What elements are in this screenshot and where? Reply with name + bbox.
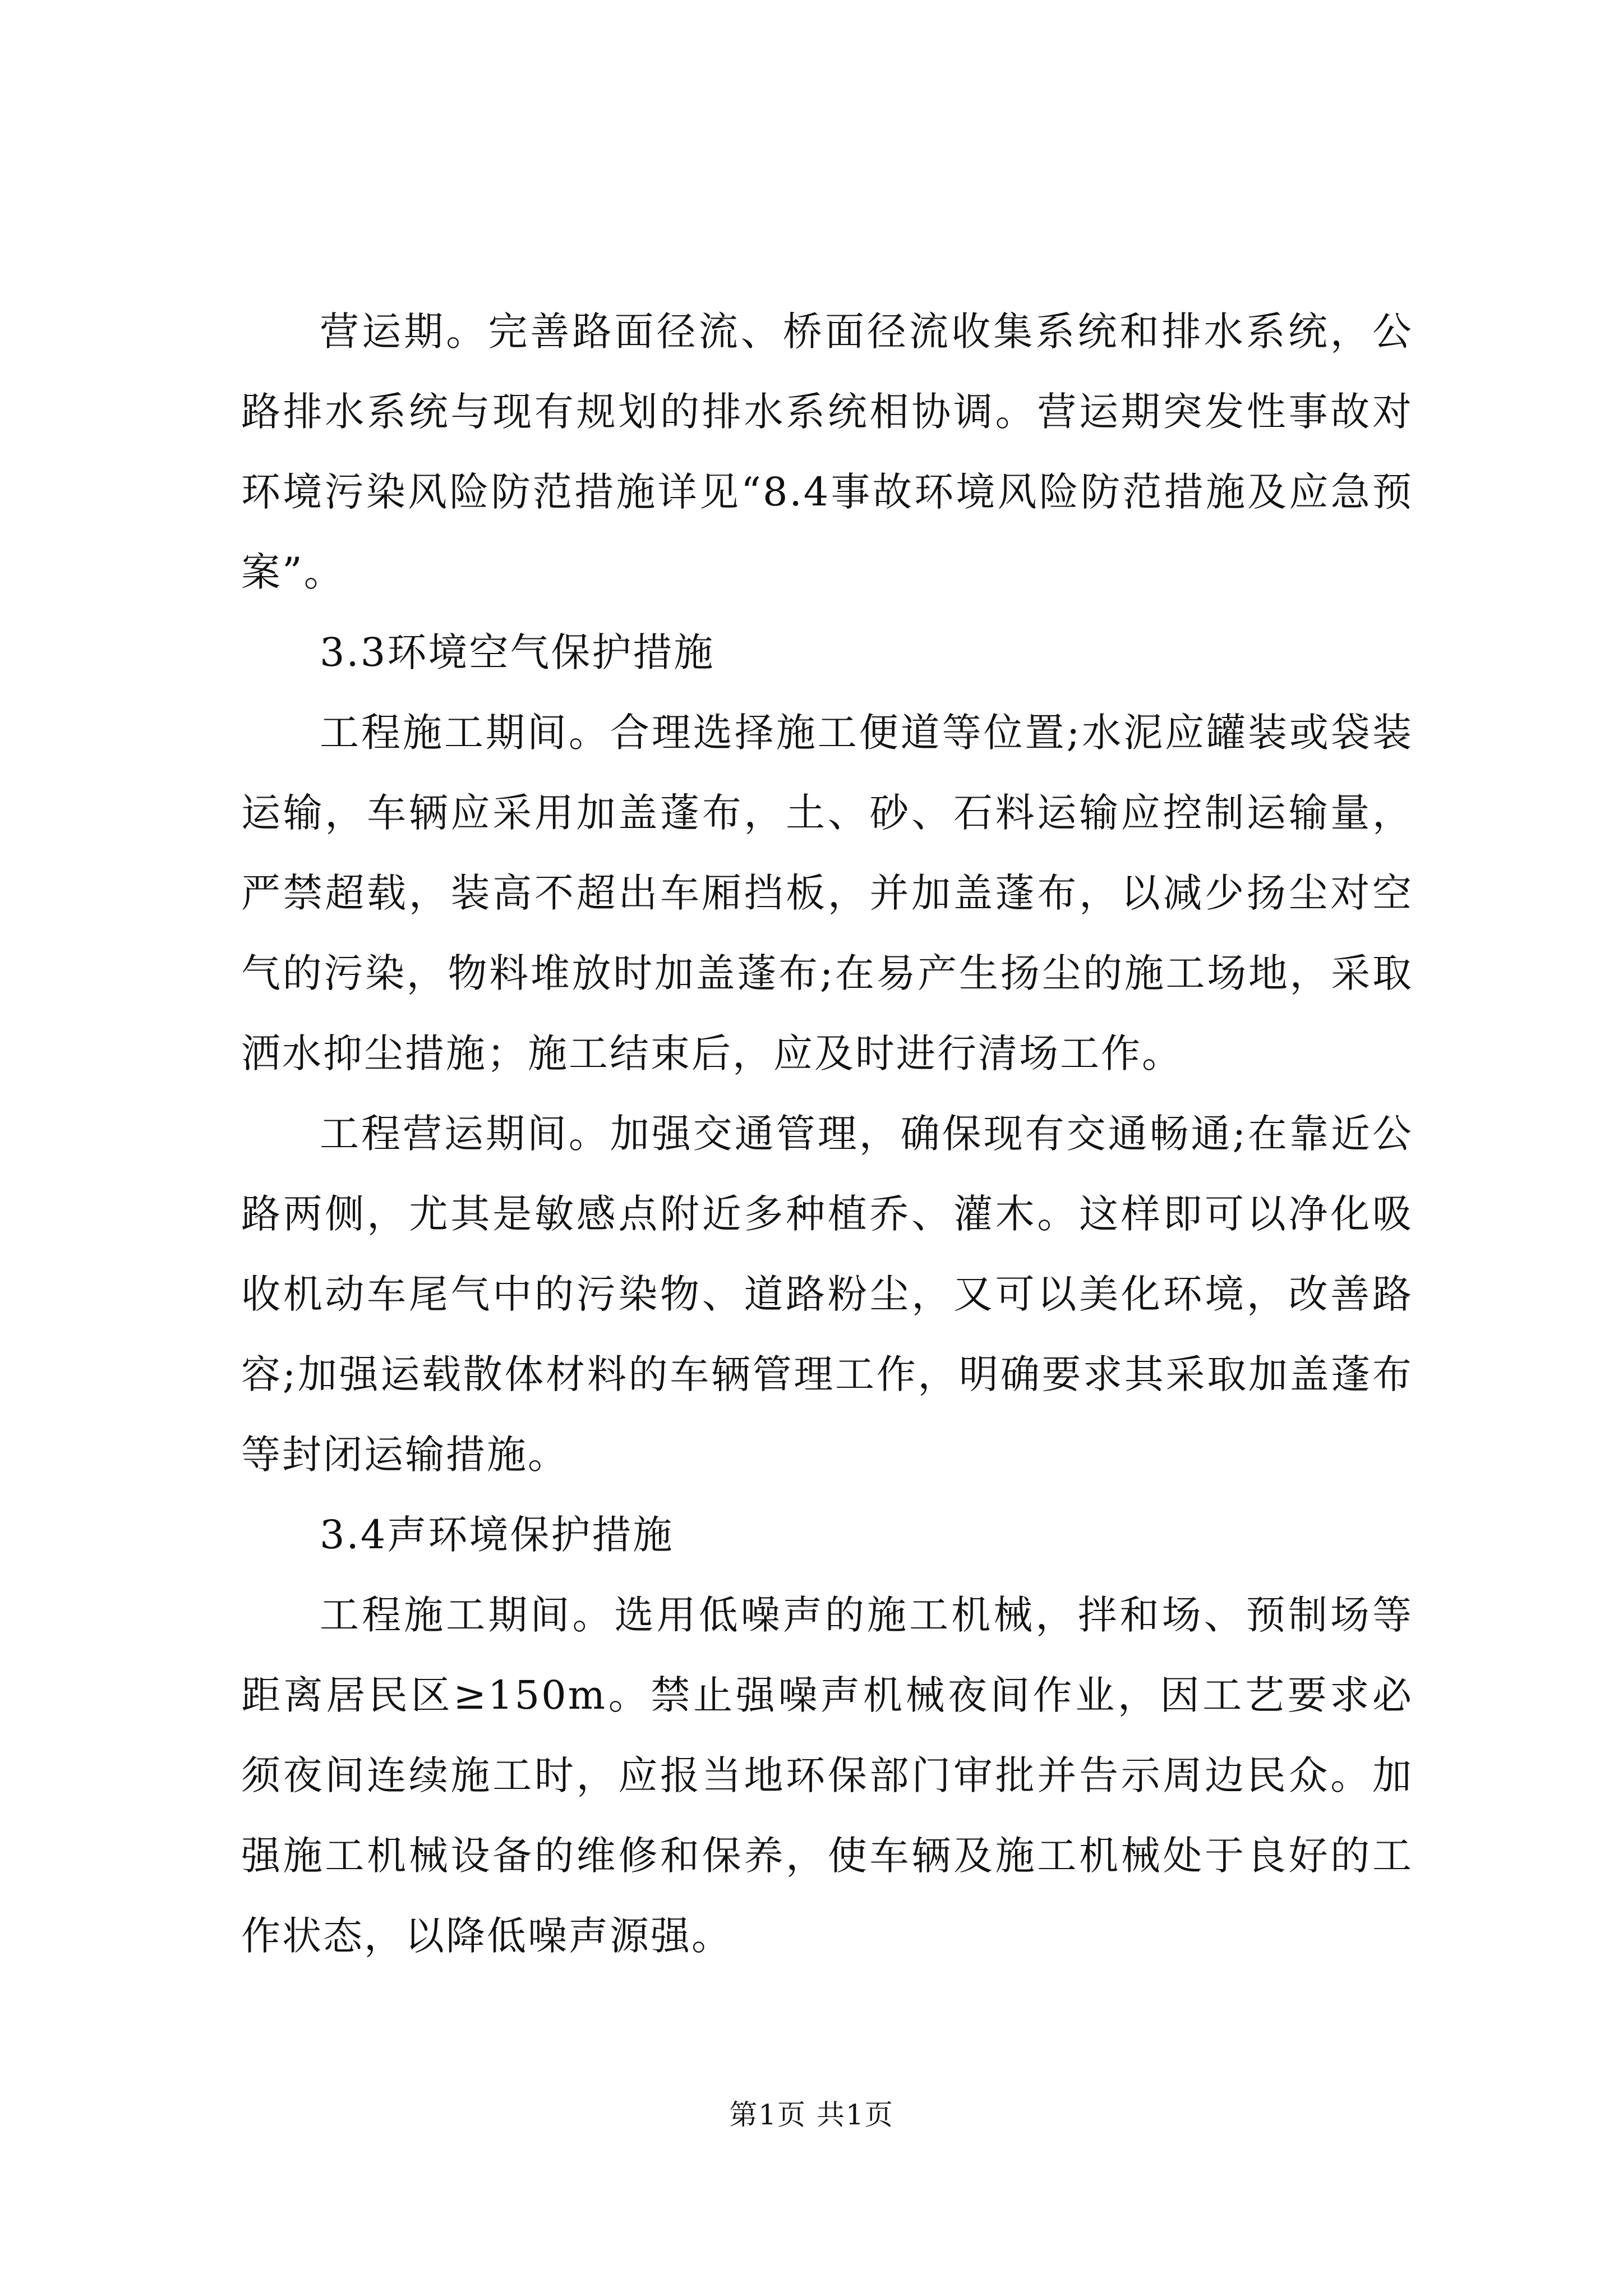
paragraph-operation-period: 营运期。完善路面径流、桥面径流收集系统和排水系统，公路排水系统与现有规划的排水系统相协调。营运期突发性事故对环境污染风险防范措施详见“8.4事故环境风险防范措施及应急预案”。: [241, 309, 1413, 595]
section-heading-air-protection: 3.3环境空气保护措施: [320, 629, 715, 675]
section-heading-noise-protection: 3.4声环境保护措施: [320, 1512, 674, 1558]
paragraph-operation-air: 工程营运期间。加强交通管理，确保现有交通畅通;在靠近公路两侧，尤其是敏感点附近多种植乔、灌木。这样即可以净化吸收机动车尾气中的污染物、道路粉尘，又可以美化环境，改善路容;加强运载散体材料的车辆管理工作，明确要求其采取加盖蓬布等封闭运输措施。: [241, 1111, 1413, 1478]
paragraph-construction-noise: 工程施工期间。选用低噪声的施工机械，拌和场、预制场等距离居民区≥150m。禁止强噪声机械夜间作业，因工艺要求必须夜间连续施工时，应报当地环保部门审批并告示周边民众。加强施工机械设备的维修和保养，使车辆及施工机械处于良好的工作状态，以降低噪声源强。: [241, 1592, 1413, 1959]
document-body: [241, 292, 1413, 1976]
page-footer: 第1页 共1页: [729, 2099, 894, 2131]
paragraph-construction-air: 工程施工期间。合理选择施工便道等位置;水泥应罐装或袋装运输，车辆应采用加盖蓬布，土、砂、石料运输应控制运输量，严禁超载，装高不超出车厢挡板，并加盖蓬布，以减少扬尘对空气的污染，物料堆放时加盖蓬布;在易产生扬尘的施工场地，采取洒水抑尘措施；施工结束后，应及时进行清场工作。: [241, 710, 1413, 1076]
